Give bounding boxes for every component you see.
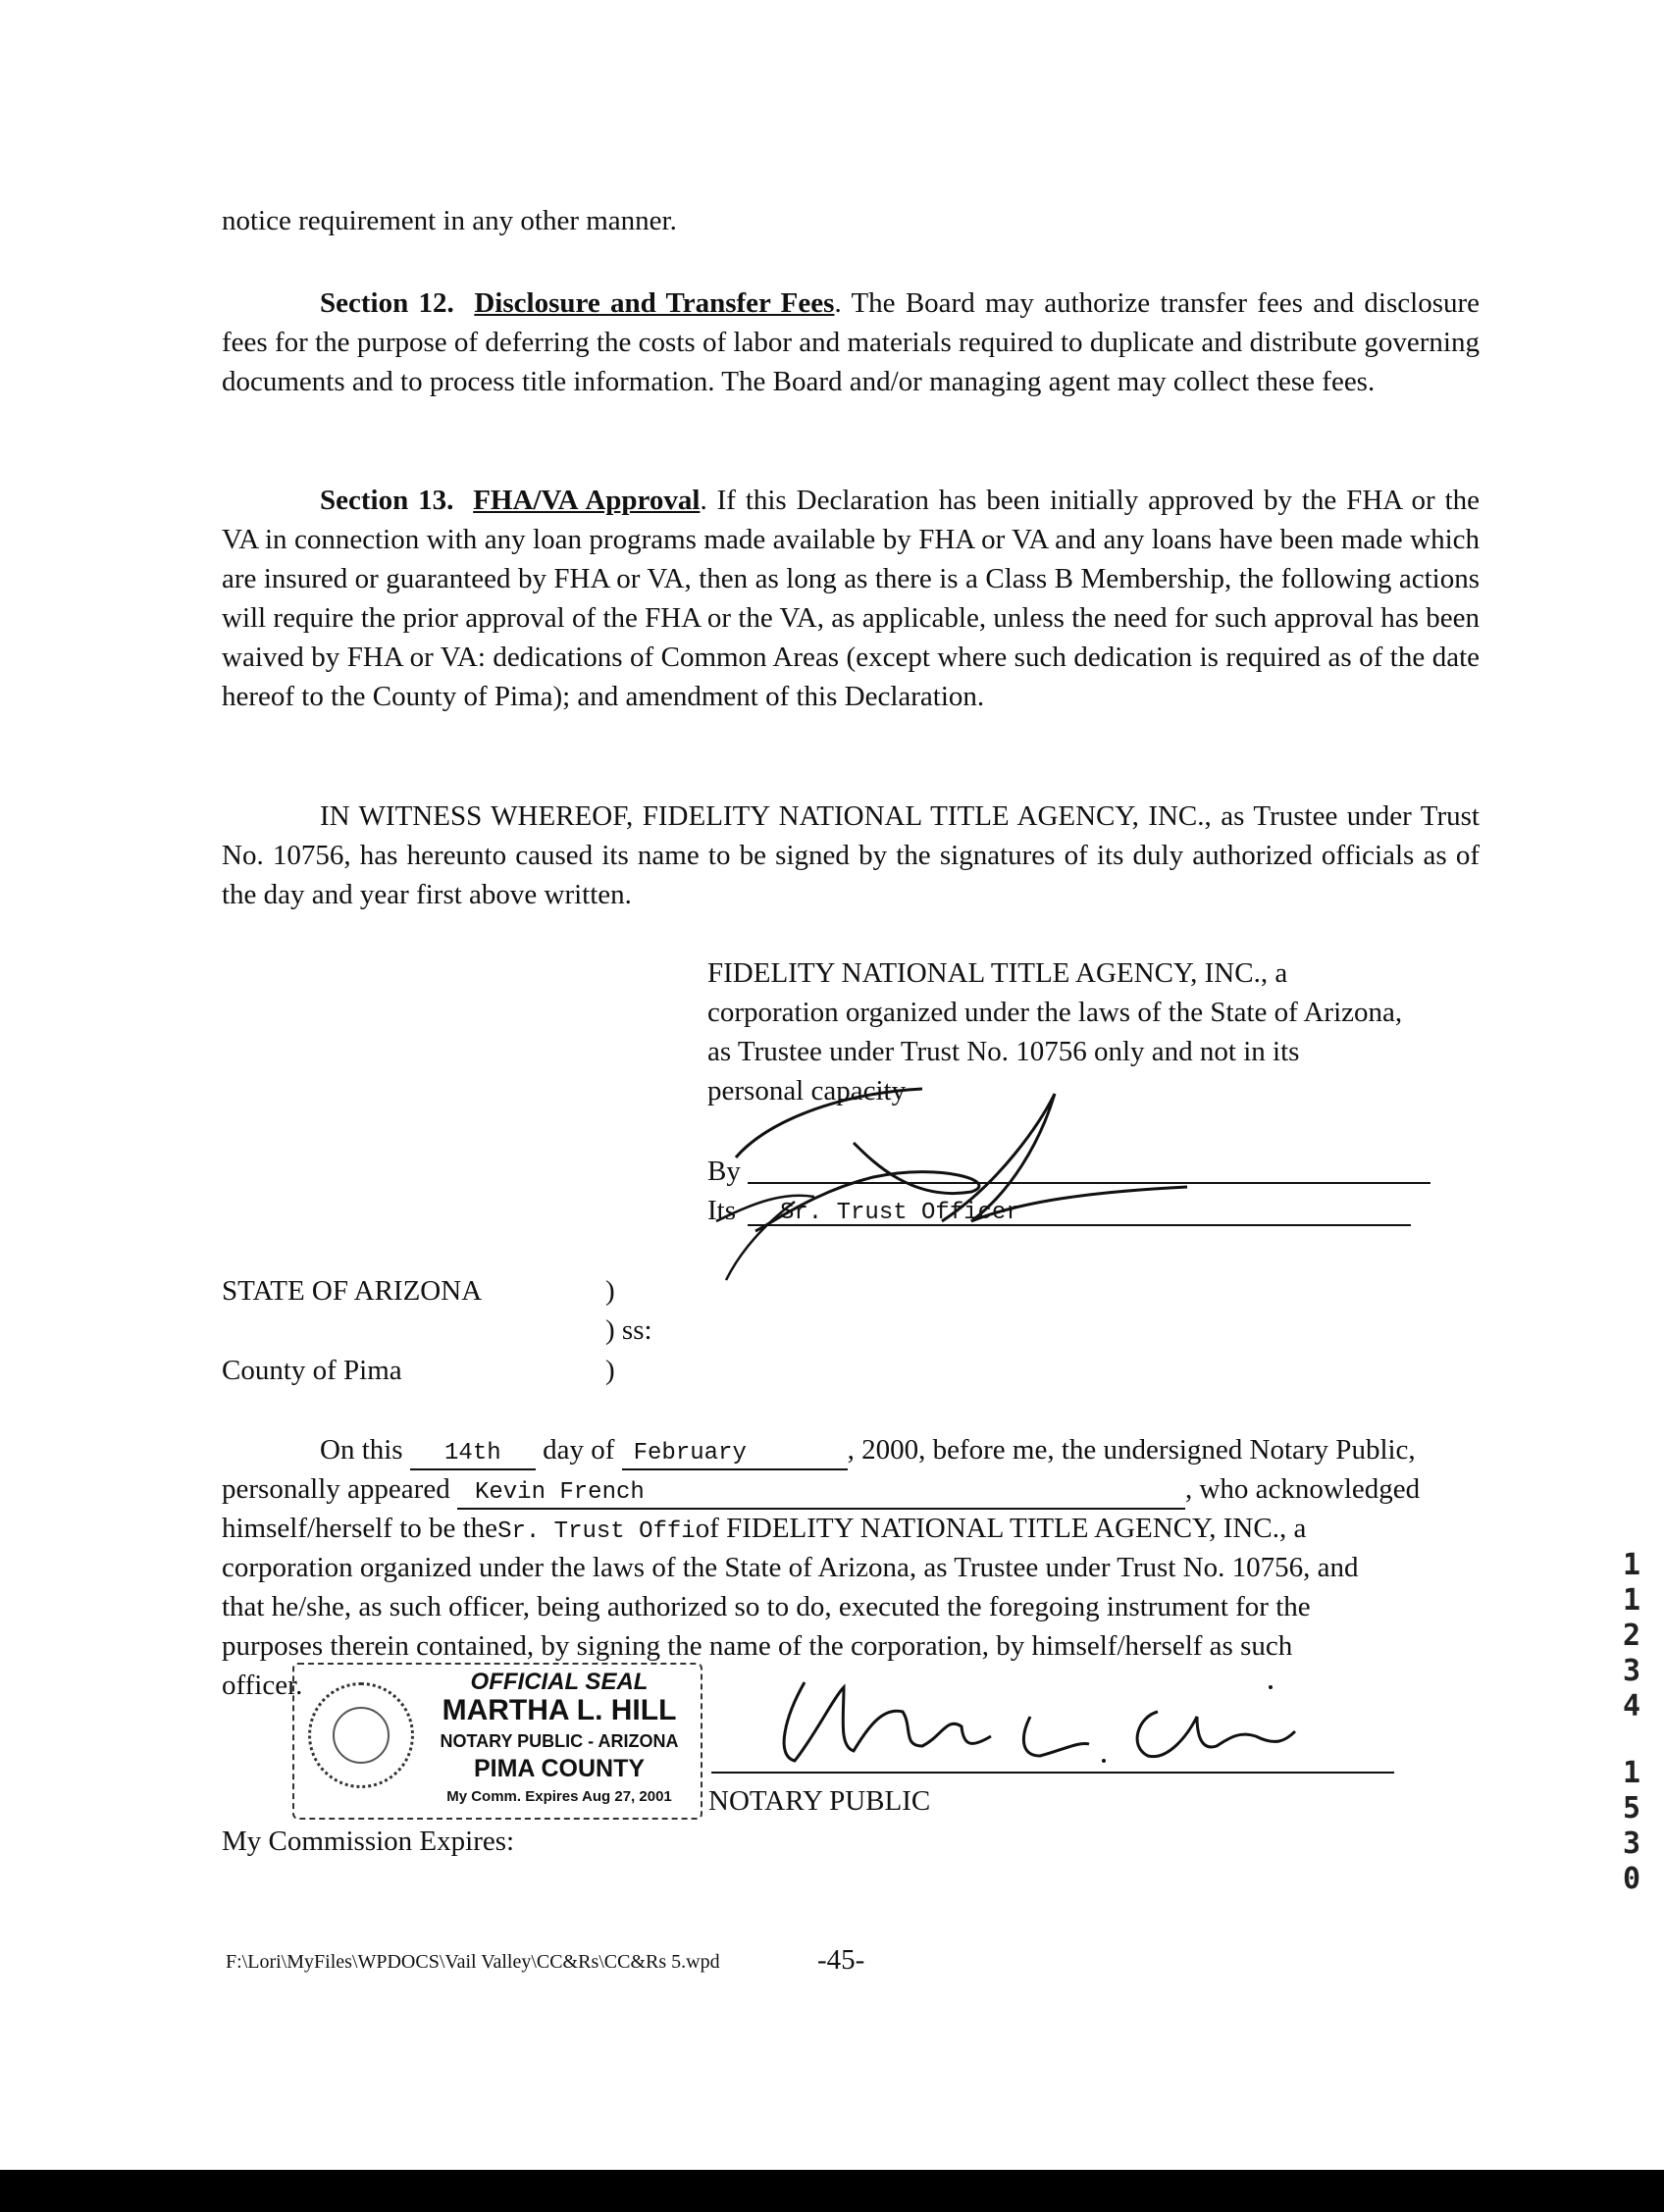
section-13-body: . If this Declaration has been initially approved by the FHA or the VA in connection with any loan programs made available by FHA or VA and any loans have been made which are insured or guaranteed by FHA or VA, then as long as there is a Class B Membership, the following actions will require the prior approval of the FHA or the VA, as applicable, unless the need for such approval has been waived by FHA or VA: dedications of Common Areas (except where such dedication is required as of the date hereof to the County of Pima); and amendment of this Declaration. [222, 485, 1481, 712]
ack-title-field: Sr. Trust Offi [497, 1518, 696, 1545]
ack-day-field: 14th [410, 1439, 536, 1470]
seal-line-3: NOTARY PUBLIC - ARIZONA [440, 1731, 679, 1751]
section-12-body: . The Board may authorize transfer fees and disclosure fees for the purpose of deferring the costs of labor and materials required to duplicate and distribute governing documents and to process title information. The Board and/or managing agent may collect these fees. [222, 287, 1481, 397]
section-13-title: FHA/VA Approval [473, 485, 701, 516]
venue-state: STATE OF ARIZONA [222, 1275, 483, 1307]
margin-digit-1: 1 [1622, 1548, 1641, 1582]
venue-ss: ) ss: [605, 1314, 652, 1346]
margin-digit-6: 1 [1622, 1756, 1641, 1790]
ack-line-3 [222, 1509, 1306, 1552]
notary-seal [292, 1663, 702, 1820]
section-13-label: Section 13. [320, 485, 454, 516]
ack-year: , 2000, before me, the undersigned Notary Public, [847, 1434, 1416, 1466]
seal-line-1: OFFICIAL SEAL [470, 1669, 649, 1695]
venue-paren-1: ) [605, 1275, 615, 1307]
ack-line-1 [320, 1430, 1416, 1470]
notary-signature-line [711, 1772, 1394, 1774]
section-12 [222, 283, 1480, 401]
ack-line-2 [222, 1469, 1420, 1510]
state-seal-emblem [308, 1682, 414, 1788]
section-12-title: Disclosure and Transfer Fees [474, 287, 835, 319]
page-number: -45- [817, 1944, 865, 1976]
ack-month-field: February [622, 1439, 848, 1470]
ack-personally: personally appeared [222, 1473, 450, 1505]
sig-block-line-2: corporation organized under the laws of the State of Arizona, [707, 997, 1403, 1028]
venue-paren-2: ) [605, 1355, 615, 1386]
margin-digit-4: 3 [1622, 1654, 1641, 1688]
ack-on-this: On this [320, 1434, 403, 1466]
its-label: Its [707, 1195, 736, 1226]
ack-line-5: that he/she, as such officer, being authorized so to do, executed the foregoing instrument for the [222, 1591, 1311, 1622]
seal-line-5: My Comm. Expires Aug 27, 2001 [446, 1788, 672, 1805]
ack-of-fidelity: of FIDELITY NATIONAL TITLE AGENCY, INC., a [695, 1513, 1307, 1544]
paragraph-continuation: notice requirement in any other manner. [222, 205, 677, 236]
sig-block-line-4: personal capacity [707, 1075, 907, 1106]
ack-who: , who acknowledged [1184, 1473, 1421, 1505]
footer-file-path: F:\Lori\MyFiles\WPDOCS\Vail Valley\CC&Rs\CC&Rs 5.wpd [226, 1951, 720, 1973]
ack-name-field: Kevin French [457, 1478, 1185, 1510]
sig-block-line-1: FIDELITY NATIONAL TITLE AGENCY, INC., a [707, 957, 1288, 989]
margin-digit-3: 2 [1622, 1619, 1641, 1653]
its-value: Sr. Trust Officer [780, 1200, 1020, 1226]
trust-officer-signature [677, 1084, 1187, 1280]
notary-signature [706, 1658, 1334, 1785]
ack-day-of: day of [543, 1434, 615, 1466]
ack-line-4: corporation organized under the laws of the State of Arizona, as Trustee under Trust No. 10756, and [222, 1552, 1359, 1583]
witness-paragraph: IN WITNESS WHEREOF, FIDELITY NATIONAL TITLE AGENCY, INC., as Trustee under Trust No. 10756, has hereunto caused its name to be signed by the signatures of its duly authorized officials as of the day and year first above written. [222, 800, 1480, 910]
commission-expires: My Commission Expires: [222, 1826, 515, 1857]
seal-line-4: PIMA COUNTY [473, 1755, 646, 1782]
margin-digit-9: 0 [1622, 1862, 1641, 1896]
seal-line-2: MARTHA L. HILL [442, 1694, 677, 1726]
ack-line-6: purposes therein contained, by signing the name of the corporation, by himself/herself as such [222, 1630, 1293, 1662]
venue-county: County of Pima [222, 1355, 402, 1386]
ack-himself: himself/herself to be the [222, 1513, 498, 1544]
margin-digit-5: 4 [1622, 1689, 1641, 1723]
notary-public-label: NOTARY PUBLIC [708, 1785, 931, 1817]
margin-digit-7: 5 [1622, 1791, 1641, 1826]
sig-block-line-3: as Trustee under Trust No. 10756 only and not in its [707, 1036, 1300, 1067]
margin-digit-8: 3 [1622, 1826, 1641, 1861]
margin-digit-2: 1 [1622, 1583, 1641, 1618]
section-12-label: Section 12. [320, 287, 454, 319]
ack-line-7: officer. [222, 1670, 303, 1701]
by-label: By [707, 1156, 741, 1187]
section-13 [222, 481, 1480, 716]
scan-border [0, 2170, 1664, 2212]
